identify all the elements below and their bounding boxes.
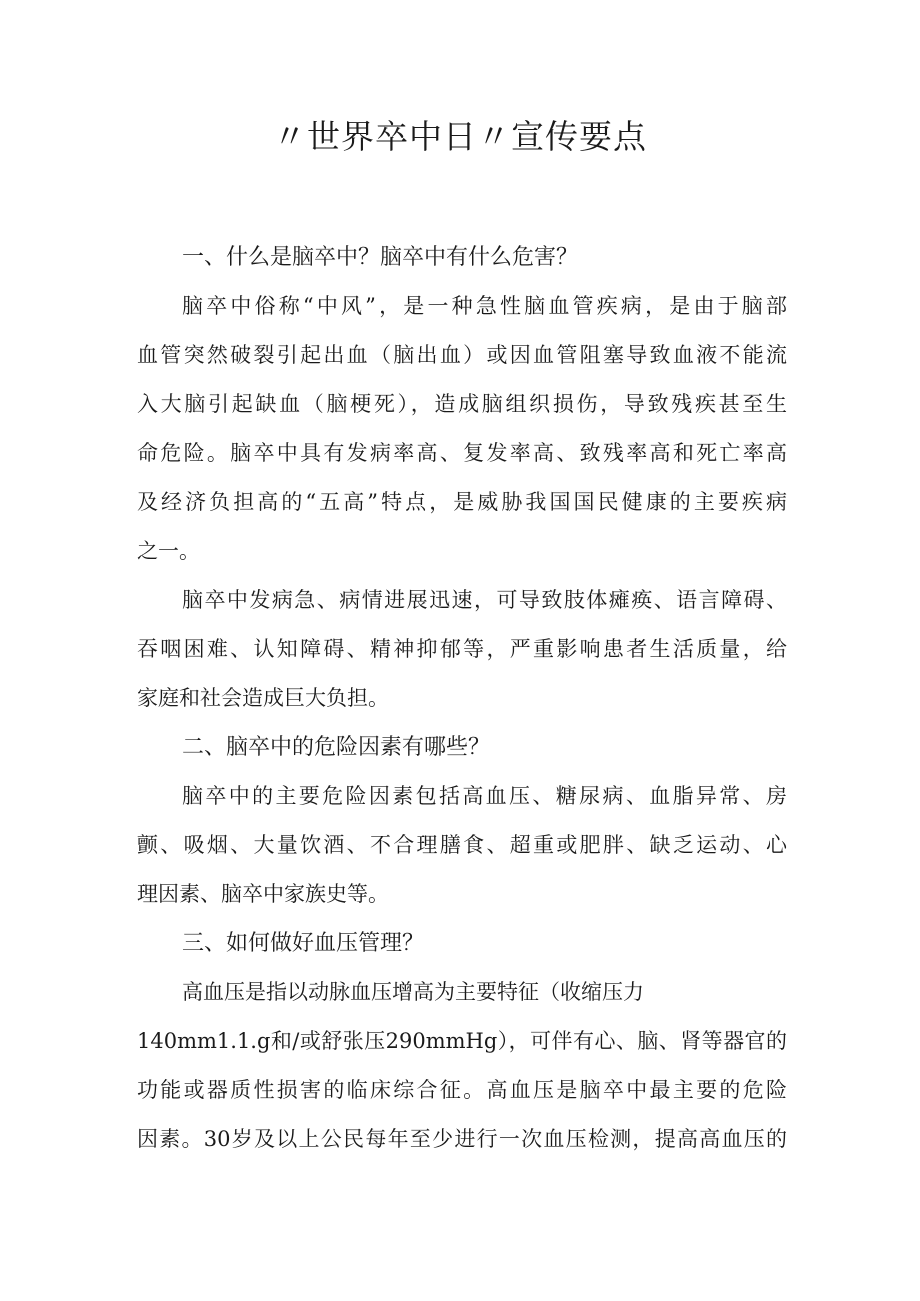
text-line: 命危险。脑卒中具有发病率高、复发率高、致残率高和死亡率高 xyxy=(137,441,787,465)
text-line: 及经济负担高的“五高”特点，是威胁我国国民健康的主要疾病 xyxy=(137,490,787,514)
text-line: 因素。30岁及以上公民每年至少进行一次血压检测，提高高血压的 xyxy=(137,1127,787,1151)
text-line: 颤、吸烟、大量饮酒、不合理膳食、超重或肥胖、缺乏运动、心 xyxy=(137,833,787,857)
section-heading-1: 一、什么是脑卒中？脑卒中有什么危害？ xyxy=(182,245,579,270)
section-3-paragraph-1 xyxy=(137,968,787,1164)
text-line: 140mm1.1.g和/或舒张压290mmHg），可伴有心、脑、肾等器官的 xyxy=(137,1029,787,1053)
section-heading-3: 三、如何做好血压管理？ xyxy=(182,931,425,956)
text-line: 脑卒中俗称“中风”，是一种急性脑血管疾病，是由于脑部 xyxy=(182,294,787,318)
text-line: 功能或器质性损害的临床综合征。高血压是脑卒中最主要的危险 xyxy=(137,1078,787,1102)
text-line: 脑卒中的主要危险因素包括高血压、糖尿病、血脂异常、房 xyxy=(182,784,787,808)
section-2-paragraph-1 xyxy=(137,772,787,919)
text-line: 血管突然破裂引起出血（脑出血）或因血管阻塞导致血液不能流 xyxy=(137,343,787,367)
text-line: 之一。 xyxy=(137,539,200,563)
section-1-paragraph-2 xyxy=(137,576,787,723)
document-title: 〃世界卒中日〃宣传要点 xyxy=(273,117,647,156)
text-line: 吞咽困难、认知障碍、精神抑郁等，严重影响患者生活质量，给 xyxy=(137,637,787,661)
document-body xyxy=(137,233,787,1164)
text-line: 入大脑引起缺血（脑梗死），造成脑组织损伤，导致残疾甚至生 xyxy=(137,392,787,416)
text-line: 脑卒中发病急、病情进展迅速，可导致肢体瘫痪、语言障碍、 xyxy=(182,588,787,612)
section-heading-2: 二、脑卒中的危险因素有哪些？ xyxy=(182,735,491,760)
text-line: 理因素、脑卒中家族史等。 xyxy=(137,882,389,906)
text-line: 高血压是指以动脉血压增高为主要特征（收缩压力 xyxy=(182,980,644,1004)
section-1-paragraph-1 xyxy=(137,282,787,576)
text-line: 家庭和社会造成巨大负担。 xyxy=(137,686,389,710)
